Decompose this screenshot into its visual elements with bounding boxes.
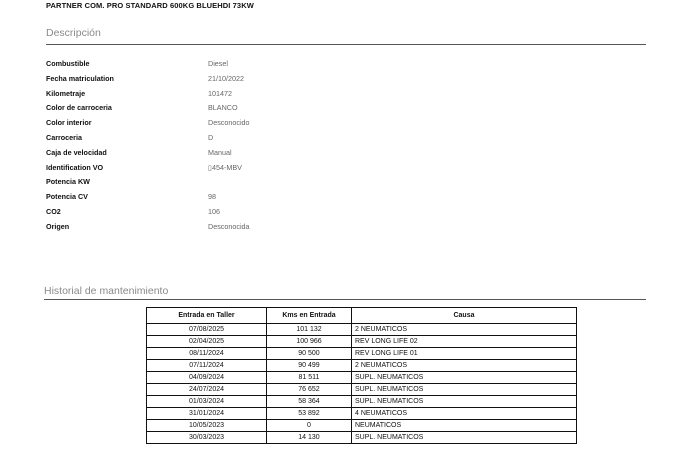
causa-cell: SUPL. NEUMATICOS (352, 384, 577, 396)
causa-cell: NEUMATICOS (352, 420, 577, 432)
spec-value: 21/10/2022 (208, 73, 244, 83)
spec-value: D (208, 133, 214, 142)
causa-cell: SUPL. NEUMATICOS (352, 396, 577, 408)
spec-row (46, 177, 446, 191)
spec-label: Carroceria (46, 133, 82, 142)
maintenance-table (146, 307, 577, 444)
kms-cell: 0 (267, 420, 352, 432)
kms-cell: 14 130 (267, 432, 352, 444)
spec-row (46, 163, 446, 177)
causa-cell: REV LONG LIFE 01 (352, 348, 577, 360)
spec-value: BLANCO (208, 103, 238, 113)
spec-label: Potencia CV (46, 192, 88, 202)
table-row (147, 408, 577, 420)
table-row (147, 336, 577, 348)
table-row (147, 360, 577, 372)
spec-value: Desconocido (208, 118, 250, 128)
spec-label: Color interior (46, 118, 92, 128)
kms-cell: 81 511 (267, 372, 352, 384)
column-header-kms: Kms en Entrada (267, 308, 352, 324)
entrada-cell: 04/09/2024 (147, 372, 267, 384)
maintenance-table-body (147, 324, 577, 444)
spec-label: Identification VO (46, 162, 104, 172)
spec-row (46, 148, 446, 162)
spec-row (46, 207, 446, 221)
spec-label: Origen (46, 221, 70, 231)
entrada-cell: 02/04/2025 (147, 336, 267, 348)
spec-value: 98 (208, 192, 216, 202)
table-row (147, 348, 577, 360)
spec-value: Diesel (208, 59, 228, 68)
table-row (147, 384, 577, 396)
spec-label: Combustible (46, 59, 90, 68)
spec-value: 106 (208, 207, 220, 216)
spec-row (46, 222, 446, 236)
entrada-cell: 30/03/2023 (147, 432, 267, 444)
column-header-causa: Causa (352, 308, 577, 324)
entrada-cell: 08/11/2024 (147, 348, 267, 360)
spec-value: ▯454-MBV (208, 162, 242, 172)
table-row (147, 324, 577, 336)
spec-row (46, 103, 446, 117)
spec-row (46, 133, 446, 147)
description-heading: Descripción (46, 27, 101, 39)
kms-cell: 101 132 (267, 324, 352, 336)
spec-row (46, 74, 446, 88)
entrada-cell: 07/11/2024 (147, 360, 267, 372)
causa-cell: 4 NEUMATICOS (352, 408, 577, 420)
spec-value: Manual (208, 147, 232, 157)
causa-cell: SUPL. NEUMATICOS (352, 372, 577, 384)
spec-label: Color de carroceria (46, 103, 112, 113)
spec-row (46, 118, 446, 132)
causa-cell: SUPL. NEUMATICOS (352, 432, 577, 444)
kms-cell: 76 652 (267, 384, 352, 396)
table-row (147, 420, 577, 432)
spec-row (46, 59, 446, 73)
entrada-cell: 31/01/2024 (147, 408, 267, 420)
entrada-cell: 10/05/2023 (147, 420, 267, 432)
vehicle-title: PARTNER COM. PRO STANDARD 600KG BLUEHDI 73KW (46, 1, 254, 10)
maintenance-table-header-row (147, 308, 577, 324)
kms-cell: 100 966 (267, 336, 352, 348)
kms-cell: 53 892 (267, 408, 352, 420)
table-row (147, 372, 577, 384)
table-row (147, 396, 577, 408)
entrada-cell: 01/03/2024 (147, 396, 267, 408)
spec-row (46, 89, 446, 103)
spec-value: Desconocida (208, 221, 250, 231)
spec-label: Caja de velocidad (46, 147, 107, 157)
maintenance-divider (44, 299, 646, 300)
spec-label: CO2 (46, 207, 61, 216)
column-header-entrada: Entrada en Taller (147, 308, 267, 324)
spec-label: Potencia KW (46, 177, 90, 187)
table-row (147, 432, 577, 444)
kms-cell: 58 364 (267, 396, 352, 408)
causa-cell: REV LONG LIFE 02 (352, 336, 577, 348)
maintenance-heading: Historial de mantenimiento (44, 285, 169, 297)
description-divider (46, 44, 646, 45)
kms-cell: 90 500 (267, 348, 352, 360)
kms-cell: 90 499 (267, 360, 352, 372)
entrada-cell: 07/08/2025 (147, 324, 267, 336)
spec-value: 101472 (208, 88, 232, 98)
entrada-cell: 24/07/2024 (147, 384, 267, 396)
causa-cell: 2 NEUMATICOS (352, 324, 577, 336)
spec-label: Fecha matriculation (46, 73, 114, 83)
spec-label: Kilometraje (46, 88, 86, 98)
causa-cell: 2 NEUMATICOS (352, 360, 577, 372)
spec-row (46, 192, 446, 206)
